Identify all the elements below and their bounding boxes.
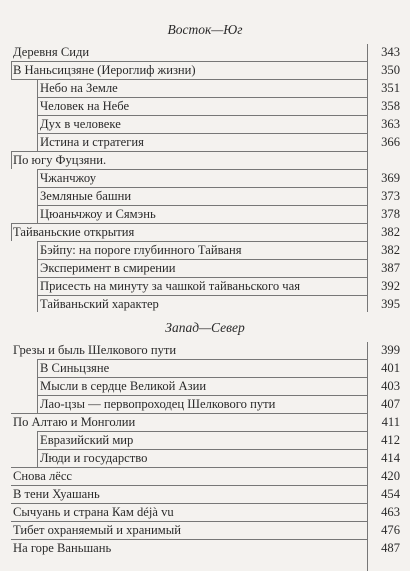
entry-title: В Наньсицзяне (Иероглиф жизни) (13, 63, 196, 77)
toc-entry (0, 278, 410, 294)
toc-entry (0, 62, 410, 78)
entry-title: Тайваньский характер (40, 297, 159, 311)
tree-rule (37, 431, 38, 467)
entry-page: 382 (381, 225, 400, 239)
entry-title: Небо на Земле (40, 81, 118, 95)
entry-page: 420 (381, 469, 400, 483)
entry-title: Человек на Небе (40, 99, 130, 113)
entry-page: 358 (381, 99, 400, 113)
toc-entry (0, 450, 410, 466)
entry-page: 366 (381, 135, 400, 149)
entry-page: 387 (381, 261, 400, 275)
entry-title: Люди и государство (40, 451, 148, 465)
toc-entry (0, 522, 410, 538)
toc-entry (0, 468, 410, 484)
entry-page: 411 (381, 415, 400, 429)
entry-page: 382 (381, 243, 400, 257)
entry-title: Земляные башни (40, 189, 132, 203)
toc-entry (0, 224, 410, 240)
entry-page: 412 (381, 433, 400, 447)
entry-page: 403 (381, 379, 400, 393)
entry-page: 395 (381, 297, 400, 311)
entry-title: На горе Ваньшань (13, 541, 112, 555)
entry-page: 350 (381, 63, 400, 77)
entry-page: 401 (381, 361, 400, 375)
toc-entry (0, 206, 410, 222)
toc-entry (0, 414, 410, 430)
toc-entry (0, 242, 410, 258)
toc-entry (0, 134, 410, 150)
toc-entry (0, 188, 410, 204)
entry-title: Истина и стратегия (40, 135, 144, 149)
entry-title: По югу Фуцзяни. (13, 153, 107, 167)
toc-entry (0, 296, 410, 312)
entry-page: 463 (381, 505, 400, 519)
entry-title: Эксперимент в смирении (40, 261, 176, 275)
entry-title: Чжанчжоу (40, 171, 97, 185)
tree-rule (37, 359, 38, 413)
section-title-west-north: Запад—Север (165, 320, 245, 335)
tree-rule (11, 151, 12, 169)
toc-entry (0, 432, 410, 448)
entry-page: 399 (381, 343, 400, 357)
entry-title: По Алтаю и Монголии (13, 415, 136, 429)
entry-page: 378 (381, 207, 400, 221)
toc-entry (0, 378, 410, 394)
entry-title: Лао-цзы — первопроходец Шелкового пути (40, 397, 276, 411)
entry-page: 343 (381, 45, 400, 59)
toc-entry (0, 116, 410, 132)
entry-title: Деревня Сиди (13, 45, 90, 59)
page-column-rule (367, 44, 368, 312)
entry-page: 476 (381, 523, 400, 537)
entry-page: 454 (381, 487, 400, 501)
entry-title: Сычуань и страна Кам déjà vu (13, 505, 174, 519)
toc-entry (0, 486, 410, 502)
entry-title: Присесть на минуту за чашкой тайваньского чая (40, 279, 300, 293)
tree-rule (37, 241, 38, 312)
entry-page: 392 (381, 279, 400, 293)
entry-page: 351 (381, 81, 400, 95)
entry-page: 407 (381, 397, 400, 411)
entry-title: Снова лёсс (13, 469, 73, 483)
toc-entry (0, 540, 410, 556)
tree-rule (37, 79, 38, 151)
entry-title: Евразийский мир (40, 433, 134, 447)
entry-title: Дух в человеке (40, 117, 121, 131)
entry-title: Мысли в сердце Великой Азии (40, 379, 207, 393)
toc-entry (0, 360, 410, 376)
toc-entry (0, 396, 410, 412)
entry-title: Бэйпу: на пороге глубинного Тайваня (40, 243, 242, 257)
entry-page: 369 (381, 171, 400, 185)
section-title-east-south: Восток—Юг (167, 22, 243, 37)
entry-title: Грезы и быль Шелкового пути (13, 343, 177, 357)
toc-entry (0, 80, 410, 96)
entry-title: В Синьцзяне (40, 361, 110, 375)
tree-rule (37, 169, 38, 223)
page-column-rule (367, 342, 368, 571)
entry-title: Тайваньские открытия (13, 225, 135, 239)
tree-rule (11, 61, 12, 79)
toc-entry (0, 98, 410, 114)
entry-title: В тени Хуашань (13, 487, 100, 501)
tree-rule (11, 223, 12, 241)
toc-entry (0, 342, 410, 358)
toc-entry (0, 504, 410, 520)
toc-entry (0, 260, 410, 276)
entry-page: 373 (381, 189, 400, 203)
toc-entry (0, 44, 410, 60)
toc-entry (0, 170, 410, 186)
entry-title: Тибет охраняемый и хранимый (13, 523, 181, 537)
entry-page: 414 (381, 451, 400, 465)
entry-title: Цюаньчжоу и Сямэнь (40, 207, 156, 221)
entry-page: 363 (381, 117, 400, 131)
toc-entry (0, 152, 410, 168)
entry-page: 487 (381, 541, 400, 555)
